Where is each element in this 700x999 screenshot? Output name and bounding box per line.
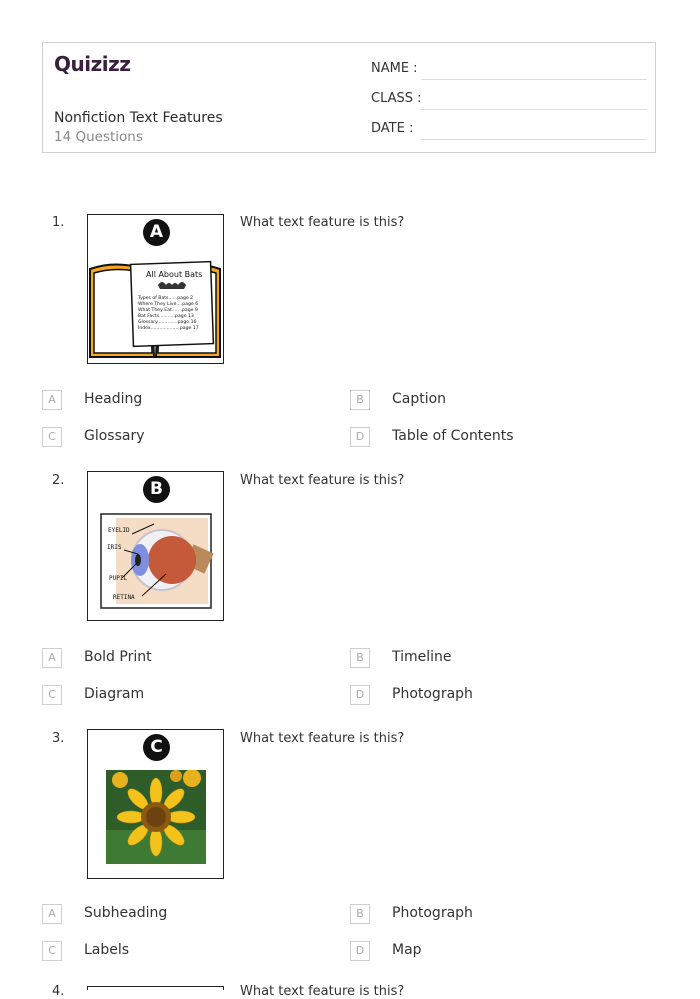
sunflower-photo-illustration (106, 770, 206, 864)
diagram-label: PUPIL (109, 575, 128, 582)
toc-line: Bat Facts...........page 13 (138, 314, 194, 319)
question-image (87, 986, 224, 990)
option-a-box[interactable]: A (42, 904, 62, 924)
toc-line: Where They Live....page 6 (138, 302, 199, 307)
question-text: What text feature is this? (240, 473, 405, 488)
question-image (87, 214, 224, 364)
option-d-box[interactable]: D (350, 427, 370, 447)
diagram-label: EYELID (108, 527, 130, 534)
option-b-box[interactable]: B (350, 904, 370, 924)
option-c-box[interactable]: C (42, 427, 62, 447)
option-b-text[interactable]: Timeline (392, 649, 452, 665)
question-text: What text feature is this? (240, 984, 405, 999)
image-label-badge: A (143, 219, 170, 246)
toc-line: Glossary..............page 16 (138, 320, 197, 325)
worksheet-title: Nonfiction Text Features (54, 110, 223, 126)
image-label-badge: B (143, 476, 170, 503)
name-line[interactable] (421, 79, 647, 80)
question-number: 3. (52, 731, 65, 746)
option-b-box[interactable]: B (350, 390, 370, 410)
option-a-text[interactable]: Subheading (84, 905, 168, 921)
option-a-text[interactable]: Bold Print (84, 649, 152, 665)
image-label-badge: C (143, 734, 170, 761)
toc-list (138, 296, 214, 332)
question-image (87, 729, 224, 879)
toc-line: Types of Bats......page 2 (138, 296, 194, 301)
option-c-text[interactable]: Glossary (84, 428, 145, 444)
question-count: 14 Questions (54, 129, 143, 145)
option-a-box[interactable]: A (42, 390, 62, 410)
book-title: All About Bats (146, 270, 203, 279)
option-c-text[interactable]: Diagram (84, 686, 145, 702)
name-label: NAME : (371, 61, 418, 76)
question-image (87, 471, 224, 621)
question-number: 2. (52, 473, 65, 488)
question-text: What text feature is this? (240, 215, 405, 230)
eye-diagram-illustration (88, 510, 222, 614)
toc-line: Index....................page 17 (138, 326, 199, 331)
diagram-label: RETINA (113, 594, 135, 601)
question-number: 1. (52, 215, 65, 230)
option-d-box[interactable]: D (350, 685, 370, 705)
diagram-label: IRIS (107, 544, 122, 551)
option-c-box[interactable]: C (42, 685, 62, 705)
class-line[interactable] (421, 109, 647, 110)
option-d-box[interactable]: D (350, 941, 370, 961)
toc-line: What They Eat.......page 9 (138, 308, 198, 313)
worksheet-header (42, 42, 656, 153)
option-b-box[interactable]: B (350, 648, 370, 668)
option-d-text[interactable]: Table of Contents (392, 428, 514, 444)
date-line[interactable] (421, 139, 647, 140)
date-label: DATE : (371, 121, 414, 136)
question-number: 4. (52, 984, 65, 999)
class-label: CLASS : (371, 91, 422, 106)
option-c-box[interactable]: C (42, 941, 62, 961)
option-d-text[interactable]: Photograph (392, 686, 473, 702)
quizizz-logo: Quizizz (54, 52, 131, 76)
question-text: What text feature is this? (240, 731, 405, 746)
option-b-text[interactable]: Photograph (392, 905, 473, 921)
option-c-text[interactable]: Labels (84, 942, 130, 958)
option-b-text[interactable]: Caption (392, 391, 447, 407)
option-d-text[interactable]: Map (392, 942, 422, 958)
option-a-box[interactable]: A (42, 648, 62, 668)
option-a-text[interactable]: Heading (84, 391, 143, 407)
